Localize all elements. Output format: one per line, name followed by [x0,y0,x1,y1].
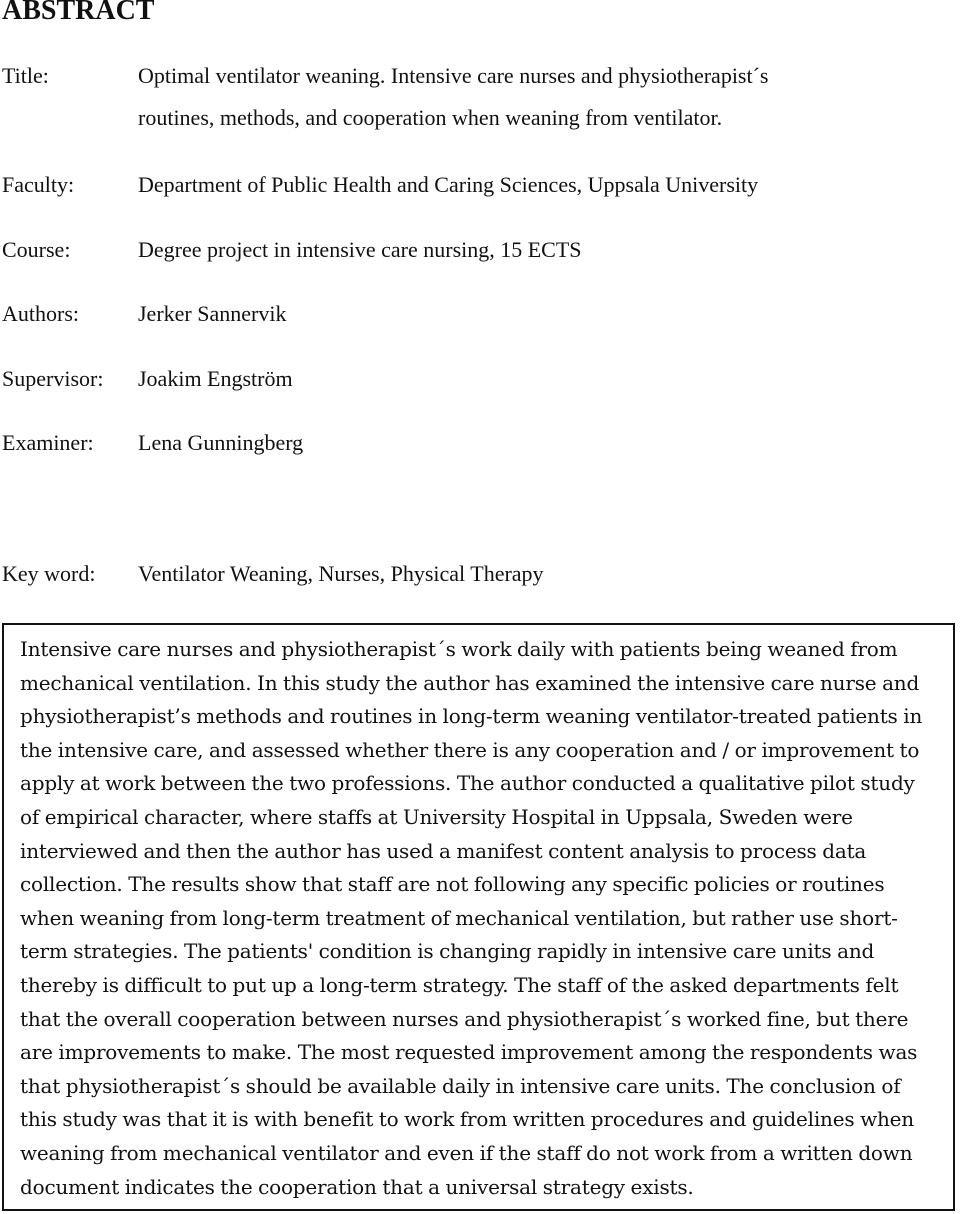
course-label: Course: [2,237,71,262]
abstract-line: apply at work between the two professions. The author conducted a qualitative pilot study [20,771,915,796]
authors-value: Jerker Sannervik [138,301,287,326]
examiner-label: Examiner: [2,430,94,455]
title-line-2: routines, methods, and cooperation when weaning from ventilator. [138,105,723,130]
faculty-value: Department of Public Health and Caring Sciences, Uppsala University [138,172,759,197]
page-heading: ABSTRACT [2,0,155,26]
abstract-line: this study was that it is with benefit to work from written procedures and guidelines when [20,1107,914,1132]
abstract-line: weaning from mechanical ventilator and even if the staff do not work from a written down [20,1140,913,1165]
abstract-line: term strategies. The patients' condition is changing rapidly in intensive care units and [20,939,875,964]
abstract-line: are improvements to make. The most requested improvement among the respondents was [20,1040,918,1065]
authors-label: Authors: [2,301,79,326]
title-label: Title: [2,63,49,88]
abstract-line: that the overall cooperation between nurses and physiotherapist´s worked fine, but there [20,1006,909,1031]
supervisor-label: Supervisor: [2,366,104,391]
supervisor-value: Joakim Engström [138,366,293,391]
abstract-line: the intensive care, and assessed whether there is any cooperation and / or improvement to [20,737,920,762]
course-value: Degree project in intensive care nursing, 15 ECTS [138,237,582,262]
abstract-line: mechanical ventilation. In this study the author has examined the intensive care nurse and [20,670,920,695]
abstract-line: when weaning from long-term treatment of mechanical ventilation, but rather use short- [20,905,898,930]
abstract-line: that physiotherapist´s should be available daily in intensive care units. The conclusion of [20,1073,901,1098]
keywords-label: Key word: [2,561,96,586]
abstract-line: Intensive care nurses and physiotherapist´s work daily with patients being weaned from [20,637,898,661]
keywords-value: Ventilator Weaning, Nurses, Physical Therapy [138,561,544,586]
faculty-label: Faculty: [2,172,75,197]
title-line-1: Optimal ventilator weaning. Intensive care nurses and physiotherapist´s [138,63,769,88]
abstract-text-box [2,623,955,1211]
title-value [138,62,938,132]
abstract-line: interviewed and then the author has used a manifest content analysis to process data [20,838,867,863]
abstract-line: document indicates the cooperation that a universal strategy exists. [20,1174,694,1199]
abstract-line: thereby is difficult to put up a long-term strategy. The staff of the asked departments felt [20,972,899,997]
examiner-value: Lena Gunningberg [138,430,304,455]
abstract-line: collection. The results show that staff are not following any specific policies or routines [20,872,885,897]
abstract-line: physiotherapist’s methods and routines in long-term weaning ventilator-treated patients in [20,704,923,729]
abstract-line: of empirical character, where staffs at University Hospital in Uppsala, Sweden were [20,804,853,829]
